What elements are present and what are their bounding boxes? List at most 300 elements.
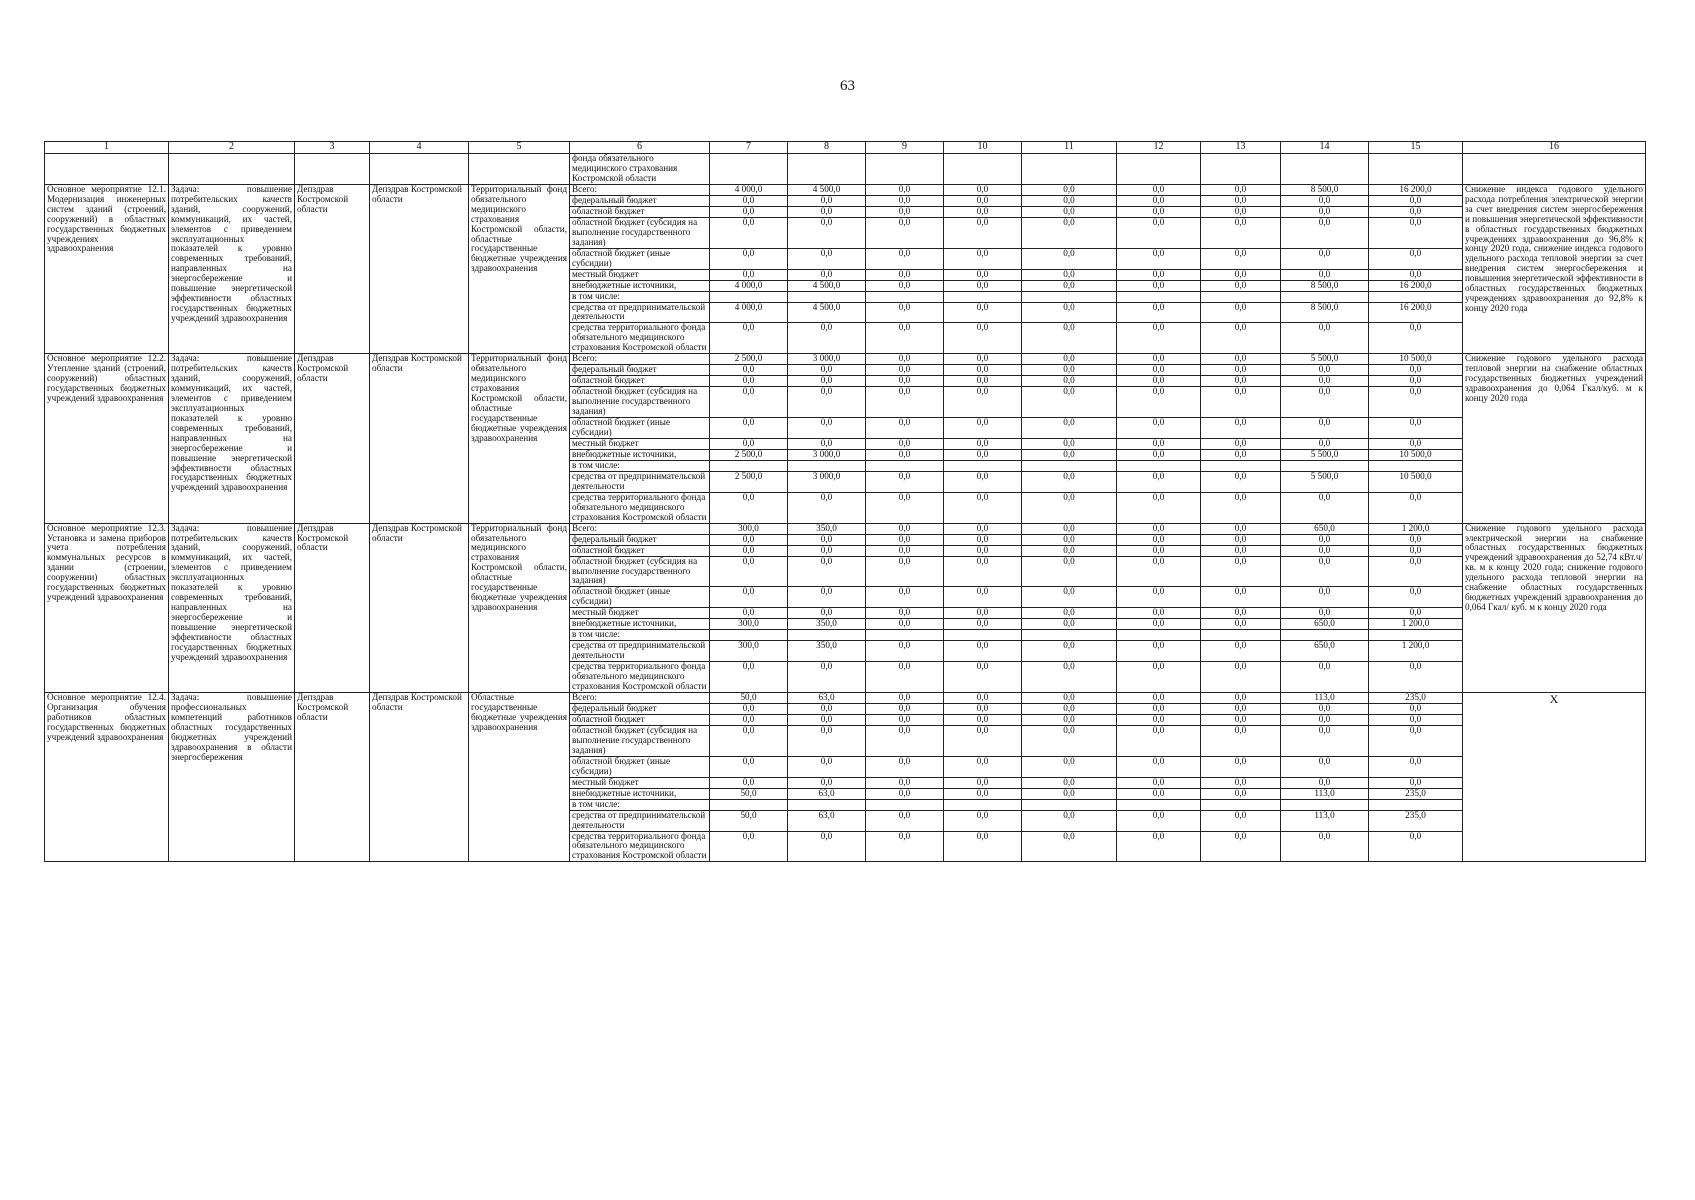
- amount-cell: 0,0: [944, 831, 1022, 862]
- amount-cell: 4 000,0: [710, 184, 788, 195]
- participants: Областные государственные бюджетные учреждения здравоохранения: [469, 692, 570, 861]
- amount-cell: 0,0: [710, 714, 788, 725]
- amount-cell: 3 000,0: [788, 354, 866, 365]
- amount-cell: 50,0: [710, 810, 788, 831]
- amount-cell: 0,0: [710, 545, 788, 556]
- amount-cell: 63,0: [788, 692, 866, 703]
- amount-cell: 0,0: [866, 492, 944, 523]
- amount-cell: 0,0: [944, 556, 1022, 587]
- amount-cell: 0,0: [866, 831, 944, 862]
- amount-cell: 0,0: [788, 662, 866, 693]
- amount-cell: 0,0: [944, 248, 1022, 269]
- amount-cell: [866, 630, 944, 641]
- amount-cell: 0,0: [1117, 587, 1201, 608]
- participants: Территориальный фонд обязательного медицинского страхования Костромской области, областные государственные бюджетные учреждения здравоохранения: [469, 523, 570, 692]
- amount-cell: 0,0: [1281, 418, 1369, 439]
- amount-cell: 0,0: [1022, 269, 1117, 280]
- amount-cell: 0,0: [866, 810, 944, 831]
- amount-cell: 0,0: [1369, 556, 1463, 587]
- amount-cell: 0,0: [788, 725, 866, 756]
- participants: Территориальный фонд обязательного медицинского страхования Костромской области, областные государственные бюджетные учреждения здравоохранения: [469, 184, 570, 353]
- funding-source: средства от предпринимательской деятельности: [570, 641, 710, 662]
- amount-cell: 0,0: [788, 323, 866, 354]
- amount-cell: 0,0: [1201, 523, 1281, 534]
- amount-cell: 0,0: [1201, 777, 1281, 788]
- amount-cell: 0,0: [866, 788, 944, 799]
- funding-source: внебюджетные источники,: [570, 619, 710, 630]
- amount-cell: 0,0: [1201, 387, 1281, 418]
- amount-cell: 0,0: [1201, 545, 1281, 556]
- coexecutor: Депздрав Костромской области: [370, 523, 469, 692]
- amount-cell: 650,0: [1281, 619, 1369, 630]
- amount-cell: 0,0: [1022, 523, 1117, 534]
- amount-cell: 0,0: [788, 195, 866, 206]
- table-row: [45, 692, 1646, 703]
- amount-cell: 0,0: [710, 492, 788, 523]
- amount-cell: 0,0: [1201, 418, 1281, 439]
- amount-cell: 0,0: [788, 608, 866, 619]
- column-number-10: 10: [944, 142, 1022, 154]
- funding-source: областной бюджет (иные субсидии): [570, 587, 710, 608]
- table-row: [45, 523, 1646, 534]
- amount-cell: [866, 799, 944, 810]
- amount-cell: 0,0: [1201, 376, 1281, 387]
- amount-cell: 10 500,0: [1369, 354, 1463, 365]
- amount-cell: 0,0: [1022, 725, 1117, 756]
- empty-cell: [370, 154, 469, 185]
- amount-cell: 3 000,0: [788, 471, 866, 492]
- amount-cell: 0,0: [710, 195, 788, 206]
- column-number-4: 4: [370, 142, 469, 154]
- amount-cell: 0,0: [1201, 195, 1281, 206]
- amount-cell: 0,0: [710, 534, 788, 545]
- amount-cell: 5 500,0: [1281, 449, 1369, 460]
- funding-source: федеральный бюджет: [570, 703, 710, 714]
- amount-cell: 0,0: [944, 449, 1022, 460]
- amount-cell: 0,0: [944, 323, 1022, 354]
- amount-cell: 0,0: [1117, 608, 1201, 619]
- funding-source: фонда обязательного медицинского страхования Костромской области: [570, 154, 710, 185]
- funding-source: областной бюджет (субсидия на выполнение государственного задания): [570, 556, 710, 587]
- amount-cell: 0,0: [1022, 471, 1117, 492]
- amount-cell: 0,0: [1117, 534, 1201, 545]
- empty-cell: [866, 154, 944, 185]
- funding-source: областной бюджет (субсидия на выполнение государственного задания): [570, 725, 710, 756]
- amount-cell: 0,0: [944, 492, 1022, 523]
- funding-source: Всего:: [570, 354, 710, 365]
- amount-cell: 0,0: [1022, 556, 1117, 587]
- amount-cell: 0,0: [944, 354, 1022, 365]
- amount-cell: 0,0: [1117, 831, 1201, 862]
- amount-cell: [1369, 291, 1463, 302]
- amount-cell: 0,0: [1281, 831, 1369, 862]
- amount-cell: 3 000,0: [788, 449, 866, 460]
- amount-cell: 0,0: [944, 217, 1022, 248]
- amount-cell: 0,0: [1201, 280, 1281, 291]
- amount-cell: 0,0: [1117, 662, 1201, 693]
- amount-cell: 0,0: [866, 692, 944, 703]
- empty-cell: [1117, 154, 1201, 185]
- amount-cell: 0,0: [1281, 365, 1369, 376]
- amount-cell: 1 200,0: [1369, 619, 1463, 630]
- funding-source: областной бюджет: [570, 376, 710, 387]
- funding-source: областной бюджет (субсидия на выполнение государственного задания): [570, 387, 710, 418]
- amount-cell: 0,0: [1117, 195, 1201, 206]
- amount-cell: 0,0: [1117, 354, 1201, 365]
- amount-cell: 0,0: [788, 714, 866, 725]
- amount-cell: 0,0: [866, 777, 944, 788]
- amount-cell: 0,0: [1201, 788, 1281, 799]
- amount-cell: 0,0: [1117, 365, 1201, 376]
- amount-cell: 0,0: [866, 280, 944, 291]
- amount-cell: 5 500,0: [1281, 354, 1369, 365]
- funding-source: средства от предпринимательской деятельности: [570, 302, 710, 323]
- amount-cell: 0,0: [866, 438, 944, 449]
- empty-cell: [1463, 154, 1646, 185]
- amount-cell: 0,0: [944, 376, 1022, 387]
- amount-cell: 350,0: [788, 619, 866, 630]
- amount-cell: 0,0: [1369, 608, 1463, 619]
- amount-cell: [1022, 799, 1117, 810]
- empty-cell: [295, 154, 370, 185]
- amount-cell: 0,0: [1281, 662, 1369, 693]
- amount-cell: 50,0: [710, 692, 788, 703]
- responsible-executor: Депздрав Костромской области: [295, 692, 370, 861]
- funding-source: областной бюджет: [570, 206, 710, 217]
- activity-name: Основное мероприятие 12.3. Установка и замена приборов учета потребления коммунальных ресурсов в здании (строении, сооружении) областных государственных бюджетных учреждений здравоохранения: [45, 523, 169, 692]
- amount-cell: 0,0: [1022, 206, 1117, 217]
- amount-cell: 0,0: [866, 354, 944, 365]
- amount-cell: 0,0: [1117, 184, 1201, 195]
- amount-cell: 0,0: [1201, 354, 1281, 365]
- amount-cell: 0,0: [1281, 206, 1369, 217]
- amount-cell: [1117, 460, 1201, 471]
- amount-cell: 0,0: [1117, 438, 1201, 449]
- amount-cell: 0,0: [788, 756, 866, 777]
- amount-cell: [1281, 630, 1369, 641]
- amount-cell: 0,0: [866, 662, 944, 693]
- funding-source: местный бюджет: [570, 777, 710, 788]
- coexecutor: Депздрав Костромской области: [370, 184, 469, 353]
- amount-cell: 0,0: [1022, 608, 1117, 619]
- empty-cell: [1201, 154, 1281, 185]
- amount-cell: 0,0: [1022, 418, 1117, 439]
- amount-cell: [1369, 460, 1463, 471]
- expected-result: Снижение индекса годового удельного расхода потребления электрической энергии за счет внедрения систем энергосбережения и повышения энергетической эффективности в областных государственных бюджетных учреждениях здравоохранения до 96,8% к концу 2020 года, снижение индекса годового удельного расхода тепловой энергии за счет внедрения систем энергосбережения и повышения энергетической эффективности в областных государственных бюджетных учреждениях здравоохранения до 92,8% к концу 2020 года: [1463, 184, 1646, 353]
- amount-cell: 0,0: [1022, 354, 1117, 365]
- amount-cell: 0,0: [944, 195, 1022, 206]
- amount-cell: 0,0: [866, 418, 944, 439]
- amount-cell: 0,0: [1117, 376, 1201, 387]
- amount-cell: 0,0: [944, 608, 1022, 619]
- responsible-executor: Депздрав Костромской области: [295, 354, 370, 523]
- amount-cell: 0,0: [1117, 449, 1201, 460]
- amount-cell: 0,0: [866, 556, 944, 587]
- amount-cell: 0,0: [1201, 217, 1281, 248]
- amount-cell: 0,0: [1022, 492, 1117, 523]
- amount-cell: 0,0: [710, 608, 788, 619]
- amount-cell: 0,0: [866, 641, 944, 662]
- amount-cell: 0,0: [944, 714, 1022, 725]
- amount-cell: 0,0: [866, 471, 944, 492]
- amount-cell: 0,0: [710, 777, 788, 788]
- amount-cell: 0,0: [866, 387, 944, 418]
- amount-cell: 0,0: [1022, 587, 1117, 608]
- amount-cell: 0,0: [1281, 248, 1369, 269]
- amount-cell: 0,0: [788, 492, 866, 523]
- amount-cell: 0,0: [866, 608, 944, 619]
- amount-cell: 0,0: [944, 788, 1022, 799]
- amount-cell: 0,0: [1369, 248, 1463, 269]
- amount-cell: 0,0: [1281, 725, 1369, 756]
- amount-cell: 113,0: [1281, 692, 1369, 703]
- amount-cell: 0,0: [710, 206, 788, 217]
- amount-cell: 0,0: [1369, 206, 1463, 217]
- column-number-3: 3: [295, 142, 370, 154]
- amount-cell: 0,0: [1369, 418, 1463, 439]
- column-number-1: 1: [45, 142, 169, 154]
- amount-cell: 0,0: [1281, 438, 1369, 449]
- amount-cell: 0,0: [1117, 725, 1201, 756]
- task-description: Задача: повышение профессиональных компетенций работников областных государственных бюджетных учреждений здравоохранения в области энергосбережения: [169, 692, 295, 861]
- amount-cell: 10 500,0: [1369, 471, 1463, 492]
- funding-source: средства территориального фонда обязательного медицинского страхования Костромской области: [570, 492, 710, 523]
- amount-cell: 0,0: [1022, 545, 1117, 556]
- amount-cell: 0,0: [710, 323, 788, 354]
- amount-cell: 0,0: [944, 587, 1022, 608]
- amount-cell: 0,0: [1201, 703, 1281, 714]
- amount-cell: 0,0: [710, 269, 788, 280]
- amount-cell: [1201, 630, 1281, 641]
- amount-cell: 63,0: [788, 810, 866, 831]
- amount-cell: 0,0: [1369, 777, 1463, 788]
- funding-source: областной бюджет (иные субсидии): [570, 756, 710, 777]
- amount-cell: 0,0: [710, 365, 788, 376]
- amount-cell: 0,0: [1117, 545, 1201, 556]
- task-description: Задача: повышение потребительских качеств зданий, сооружений, коммуникаций, их частей, элементов с приведением эксплуатационных показателей к уровню современных требований, направленных на энергосбережение и повышение энергетической эффективности областных государственных бюджетных учреждений здравоохранения: [169, 184, 295, 353]
- amount-cell: 350,0: [788, 641, 866, 662]
- amount-cell: 0,0: [1369, 587, 1463, 608]
- funding-source: областной бюджет (иные субсидии): [570, 248, 710, 269]
- amount-cell: 0,0: [944, 438, 1022, 449]
- amount-cell: 16 200,0: [1369, 184, 1463, 195]
- amount-cell: 0,0: [1201, 692, 1281, 703]
- funding-source: местный бюджет: [570, 438, 710, 449]
- funding-source: внебюджетные источники,: [570, 280, 710, 291]
- amount-cell: [944, 460, 1022, 471]
- amount-cell: 0,0: [1201, 438, 1281, 449]
- amount-cell: 0,0: [1022, 248, 1117, 269]
- expected-result: Снижение годового удельного расхода тепловой энергии на снабжение областных государственных бюджетных учреждений здравоохранения до 0,064 Гкал/куб. м к концу 2020 года: [1463, 354, 1646, 523]
- amount-cell: 0,0: [866, 248, 944, 269]
- amount-cell: 0,0: [1022, 692, 1117, 703]
- amount-cell: 0,0: [866, 195, 944, 206]
- amount-cell: 0,0: [1369, 534, 1463, 545]
- amount-cell: 0,0: [1369, 269, 1463, 280]
- funding-source: областной бюджет: [570, 545, 710, 556]
- amount-cell: 0,0: [1369, 662, 1463, 693]
- amount-cell: 350,0: [788, 523, 866, 534]
- amount-cell: [788, 630, 866, 641]
- amount-cell: 0,0: [866, 302, 944, 323]
- amount-cell: 0,0: [1201, 534, 1281, 545]
- amount-cell: 0,0: [1022, 387, 1117, 418]
- amount-cell: 0,0: [1201, 269, 1281, 280]
- amount-cell: 0,0: [1022, 534, 1117, 545]
- amount-cell: 0,0: [944, 545, 1022, 556]
- budget-table: [44, 141, 1646, 862]
- amount-cell: 0,0: [1369, 725, 1463, 756]
- funding-source: внебюджетные источники,: [570, 788, 710, 799]
- amount-cell: 0,0: [1022, 756, 1117, 777]
- amount-cell: 0,0: [1117, 788, 1201, 799]
- participants: Территориальный фонд обязательного медицинского страхования Костромской области, областные государственные бюджетные учреждения здравоохранения: [469, 354, 570, 523]
- amount-cell: 0,0: [944, 206, 1022, 217]
- funding-source: Всего:: [570, 692, 710, 703]
- amount-cell: [1281, 291, 1369, 302]
- amount-cell: 0,0: [866, 206, 944, 217]
- empty-cell: [710, 154, 788, 185]
- amount-cell: 0,0: [1022, 217, 1117, 248]
- activity-name: Основное мероприятие 12.4. Организация обучения работников областных государственных бюджетных учреждений здравоохранения: [45, 692, 169, 861]
- amount-cell: 0,0: [1201, 365, 1281, 376]
- amount-cell: 0,0: [1201, 619, 1281, 630]
- column-number-11: 11: [1022, 142, 1117, 154]
- amount-cell: 0,0: [1281, 714, 1369, 725]
- empty-cell: [45, 154, 169, 185]
- amount-cell: 10 500,0: [1369, 449, 1463, 460]
- amount-cell: 0,0: [1201, 323, 1281, 354]
- amount-cell: 1 200,0: [1369, 641, 1463, 662]
- amount-cell: 0,0: [866, 523, 944, 534]
- funding-source: областной бюджет (субсидия на выполнение государственного задания): [570, 217, 710, 248]
- funding-source: средства территориального фонда обязательного медицинского страхования Костромской области: [570, 831, 710, 862]
- expected-result: Снижение годового удельного расхода электрической энергии на снабжение областных государственных бюджетных учреждений здравоохранения до 52,74 кВт.ч/ кв. м к концу 2020 года; снижение годового удельного расхода тепловой энергии на снабжение областных государственных бюджетных учреждений здравоохранения до 0,064 Гкал/ куб. м к концу 2020 года: [1463, 523, 1646, 692]
- amount-cell: 0,0: [1369, 703, 1463, 714]
- amount-cell: 0,0: [1201, 641, 1281, 662]
- amount-cell: 0,0: [866, 323, 944, 354]
- amount-cell: 0,0: [1117, 641, 1201, 662]
- amount-cell: 0,0: [866, 376, 944, 387]
- amount-cell: 0,0: [944, 184, 1022, 195]
- amount-cell: [1201, 460, 1281, 471]
- amount-cell: 0,0: [1281, 608, 1369, 619]
- amount-cell: 2 500,0: [710, 449, 788, 460]
- amount-cell: 0,0: [866, 534, 944, 545]
- funding-source: в том числе:: [570, 460, 710, 471]
- amount-cell: 0,0: [1281, 217, 1369, 248]
- amount-cell: 0,0: [866, 217, 944, 248]
- amount-cell: 0,0: [1117, 471, 1201, 492]
- empty-cell: [469, 154, 570, 185]
- amount-cell: 4 500,0: [788, 302, 866, 323]
- amount-cell: 0,0: [710, 725, 788, 756]
- funding-source: областной бюджет (иные субсидии): [570, 418, 710, 439]
- amount-cell: 0,0: [1117, 692, 1201, 703]
- amount-cell: [866, 291, 944, 302]
- amount-cell: 235,0: [1369, 692, 1463, 703]
- funding-source: федеральный бюджет: [570, 195, 710, 206]
- amount-cell: 0,0: [1117, 756, 1201, 777]
- amount-cell: 0,0: [1117, 248, 1201, 269]
- amount-cell: 0,0: [1117, 269, 1201, 280]
- amount-cell: 0,0: [710, 217, 788, 248]
- amount-cell: 300,0: [710, 641, 788, 662]
- amount-cell: 0,0: [1117, 280, 1201, 291]
- amount-cell: 0,0: [866, 449, 944, 460]
- amount-cell: 0,0: [1281, 492, 1369, 523]
- amount-cell: 0,0: [944, 777, 1022, 788]
- amount-cell: [710, 460, 788, 471]
- amount-cell: 0,0: [788, 545, 866, 556]
- amount-cell: 0,0: [1117, 418, 1201, 439]
- amount-cell: 0,0: [1369, 365, 1463, 376]
- funding-source: внебюджетные источники,: [570, 449, 710, 460]
- funding-source: областной бюджет: [570, 714, 710, 725]
- amount-cell: 0,0: [1281, 376, 1369, 387]
- amount-cell: 0,0: [944, 269, 1022, 280]
- amount-cell: [1117, 630, 1201, 641]
- amount-cell: [1281, 460, 1369, 471]
- amount-cell: 4 500,0: [788, 184, 866, 195]
- amount-cell: [1369, 799, 1463, 810]
- amount-cell: 0,0: [1281, 269, 1369, 280]
- empty-cell: [788, 154, 866, 185]
- amount-cell: [788, 291, 866, 302]
- table-row: [45, 354, 1646, 365]
- amount-cell: 0,0: [1022, 449, 1117, 460]
- funding-source: средства от предпринимательской деятельности: [570, 471, 710, 492]
- amount-cell: 0,0: [1117, 217, 1201, 248]
- amount-cell: 0,0: [1369, 387, 1463, 418]
- amount-cell: 0,0: [1201, 725, 1281, 756]
- amount-cell: 650,0: [1281, 523, 1369, 534]
- amount-cell: 2 500,0: [710, 471, 788, 492]
- amount-cell: 2 500,0: [710, 354, 788, 365]
- amount-cell: 0,0: [1022, 777, 1117, 788]
- amount-cell: 0,0: [1117, 777, 1201, 788]
- amount-cell: 0,0: [788, 387, 866, 418]
- amount-cell: 0,0: [1201, 662, 1281, 693]
- amount-cell: 0,0: [1201, 810, 1281, 831]
- empty-cell: [1281, 154, 1369, 185]
- amount-cell: 0,0: [1117, 387, 1201, 418]
- amount-cell: 0,0: [788, 777, 866, 788]
- column-number-14: 14: [1281, 142, 1369, 154]
- amount-cell: 0,0: [788, 587, 866, 608]
- header-row: [45, 142, 1646, 154]
- amount-cell: 235,0: [1369, 810, 1463, 831]
- amount-cell: 0,0: [1117, 323, 1201, 354]
- amount-cell: 0,0: [710, 248, 788, 269]
- amount-cell: 0,0: [788, 831, 866, 862]
- amount-cell: 0,0: [944, 365, 1022, 376]
- column-number-5: 5: [469, 142, 570, 154]
- amount-cell: 0,0: [866, 619, 944, 630]
- amount-cell: 0,0: [1281, 756, 1369, 777]
- amount-cell: [944, 291, 1022, 302]
- funding-source: в том числе:: [570, 630, 710, 641]
- funding-source: в том числе:: [570, 291, 710, 302]
- amount-cell: 0,0: [1022, 703, 1117, 714]
- activity-name: Основное мероприятие 12.2. Утепление зданий (строений, сооружений) областных государственных бюджетных учреждений здравоохранения: [45, 354, 169, 523]
- amount-cell: 0,0: [1117, 206, 1201, 217]
- amount-cell: 0,0: [944, 523, 1022, 534]
- amount-cell: 63,0: [788, 788, 866, 799]
- amount-cell: 0,0: [1117, 714, 1201, 725]
- amount-cell: 0,0: [1201, 471, 1281, 492]
- amount-cell: 0,0: [788, 703, 866, 714]
